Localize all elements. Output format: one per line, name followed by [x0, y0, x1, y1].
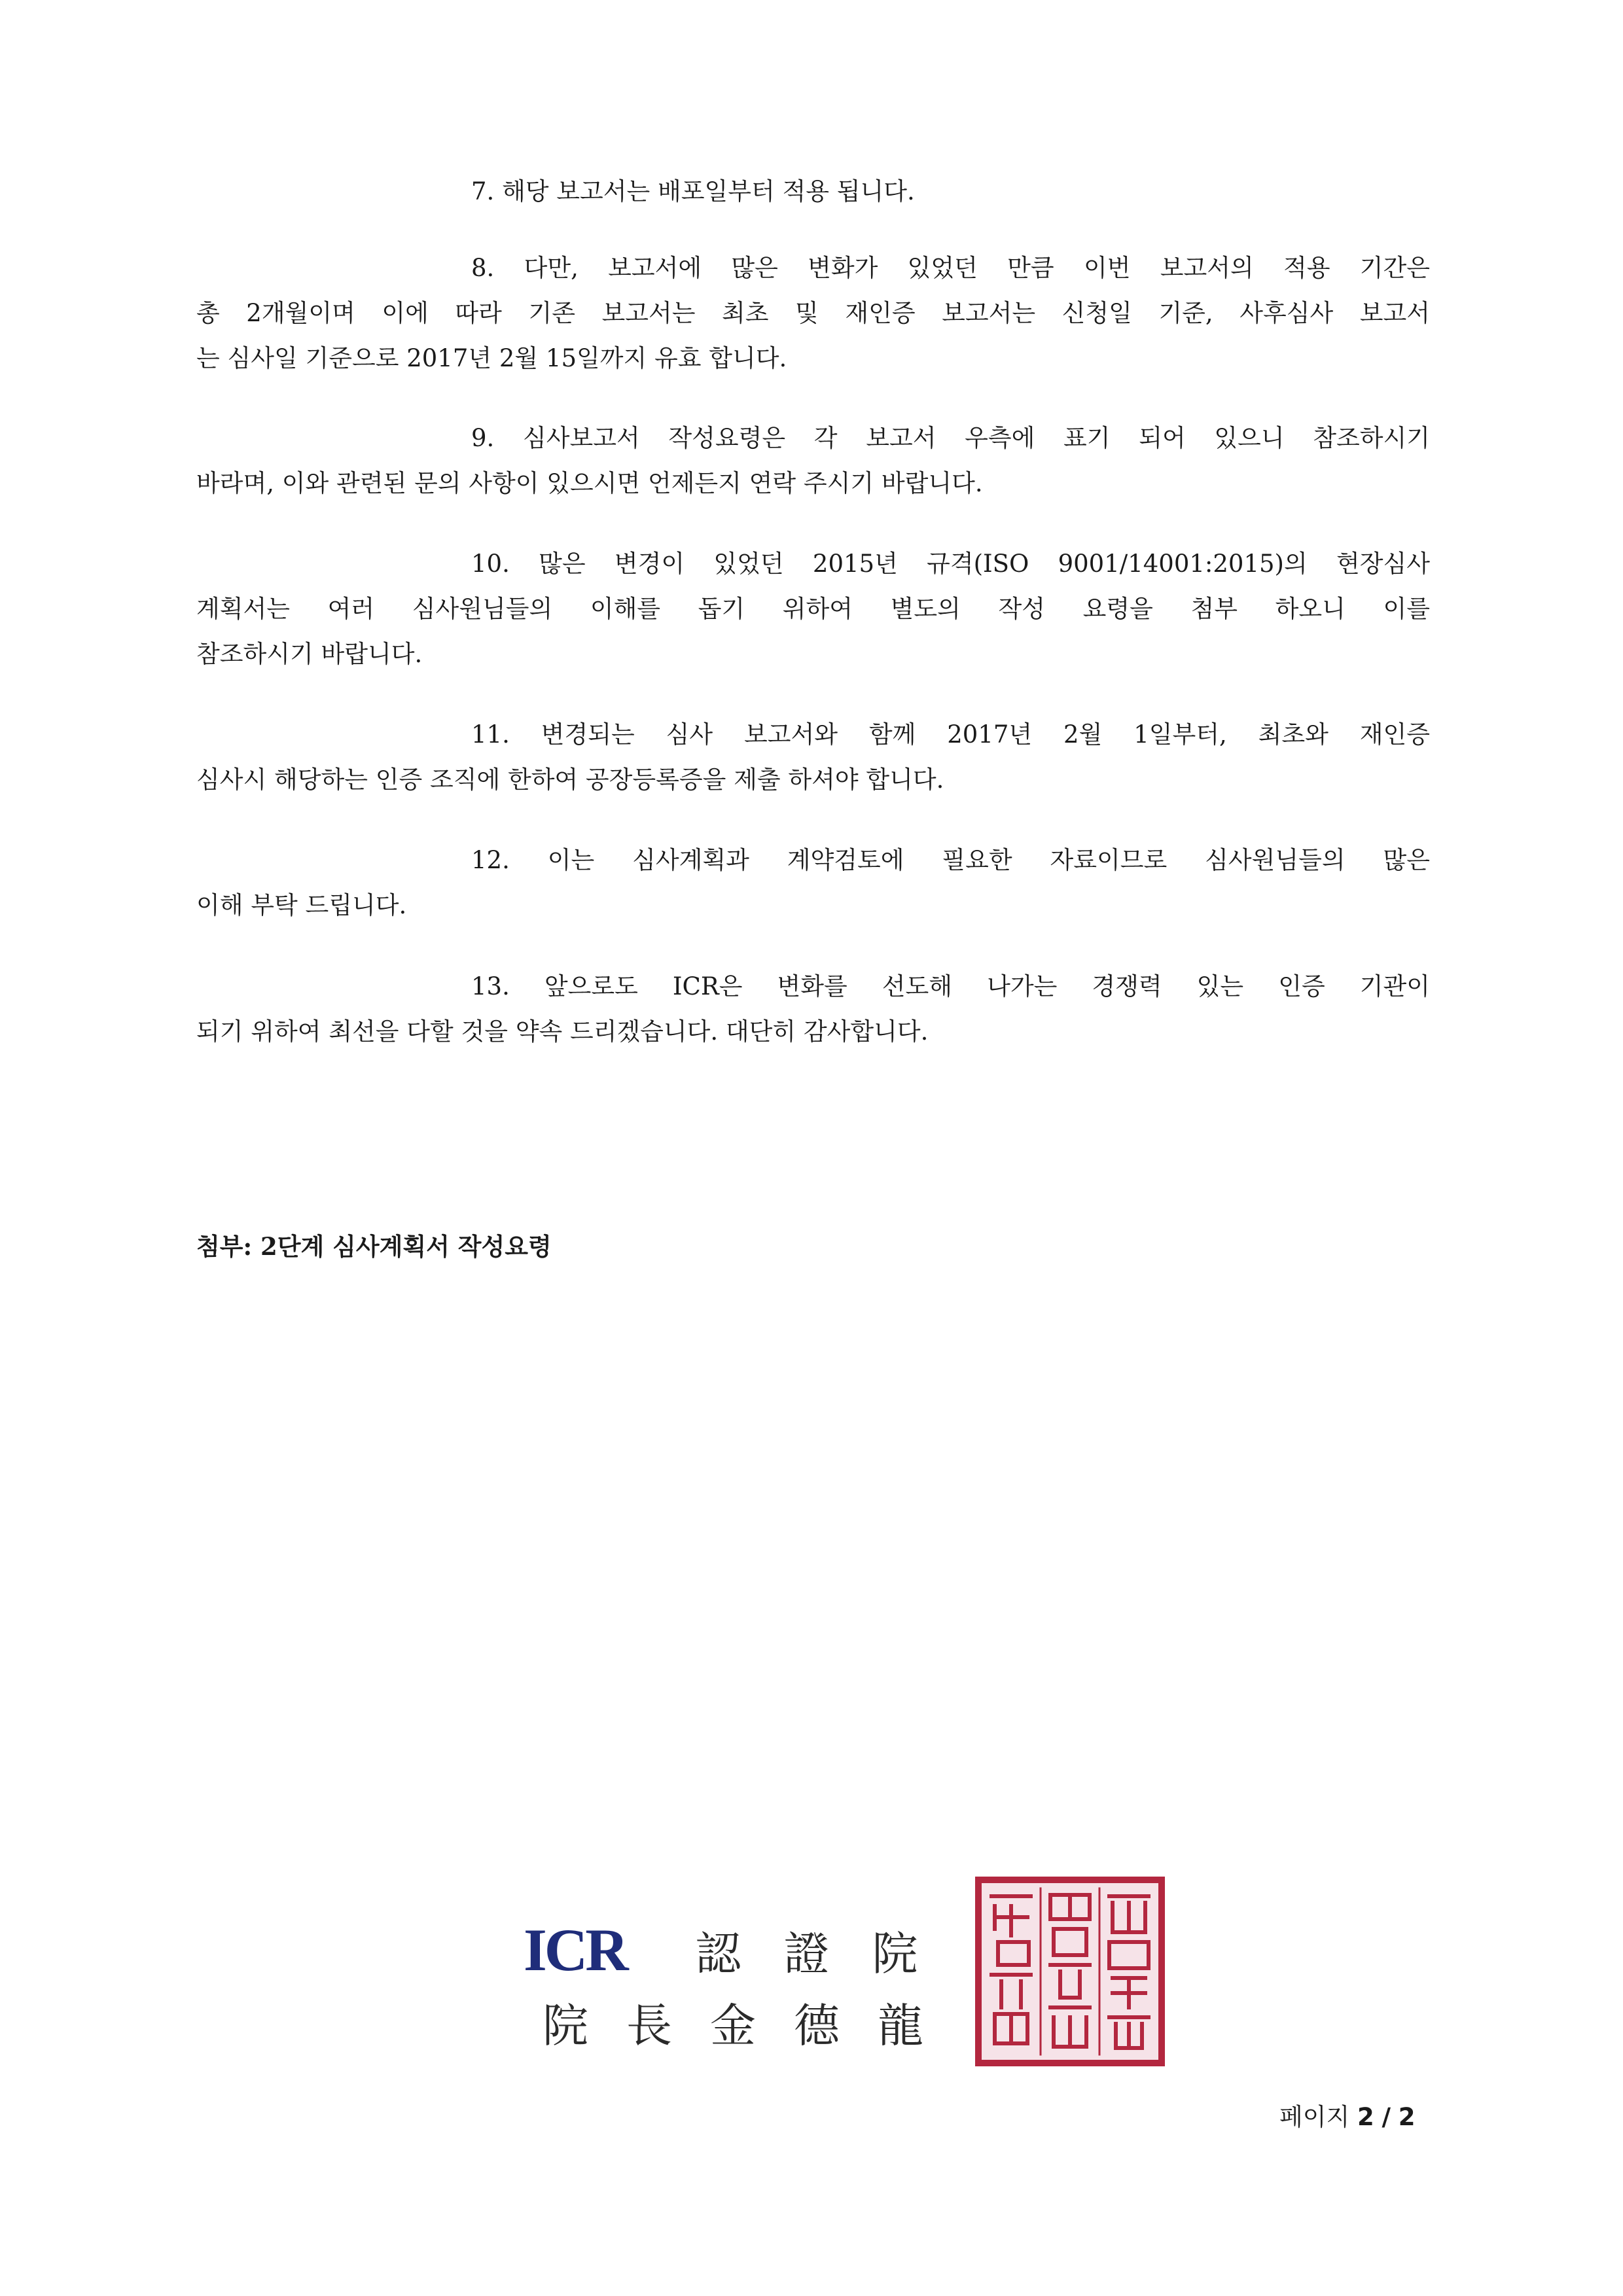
paragraph-line: 13. 앞으로도 ICR은 변화를 선도해 나가는 경쟁력 있는 인증 기관이: [471, 972, 1430, 1000]
page-number: [1279, 2097, 1416, 2132]
page-separator: /: [1382, 2103, 1391, 2131]
paragraph-13: [196, 964, 1430, 1054]
title-char: 龍: [878, 1998, 923, 2053]
title-char: 長: [626, 1998, 672, 2053]
paragraph-line: 는 심사일 기준으로 2017년 2월 15일까지 유효 합니다.: [196, 344, 787, 372]
paragraph-line: 되기 위하여 최선을 다할 것을 약속 드리겠습니다. 대단히 감사합니다.: [196, 1017, 929, 1046]
paragraph-line: 심사시 해당하는 인증 조직에 한하여 공장등록증을 제출 하셔야 합니다.: [196, 766, 944, 794]
paragraph-8: [196, 245, 1430, 381]
paragraph-line: 참조하시기 바랍니다.: [196, 640, 423, 668]
title-char: 院: [543, 1998, 588, 2053]
paragraph-line: 9. 심사보고서 작성요령은 각 보고서 우측에 표기 되어 있으니 참조하시기: [471, 424, 1430, 452]
icr-logo: ICR: [524, 1916, 626, 1983]
paragraph-line: 7. 해당 보고서는 배포일부터 적용 됩니다.: [471, 177, 915, 205]
signature-title-row: [524, 1986, 942, 2058]
signature-org-row: [524, 1914, 942, 1986]
paragraph-line: 11. 변경되는 심사 보고서와 함께 2017년 2월 1일부터, 최초와 재인증: [471, 720, 1430, 749]
attachment-note: 첨부: 2단계 심사계획서 작성요령: [196, 1232, 552, 1261]
page-label: 페이지: [1279, 2103, 1350, 2131]
paragraph-12: [196, 838, 1430, 928]
seal-pattern-icon: [982, 1883, 1158, 2060]
page-current: 2: [1357, 2103, 1374, 2131]
official-seal-stamp: [975, 1877, 1165, 2066]
paragraph-line: 8. 다만, 보고서에 많은 변화가 있었던 만큼 이번 보고서의 적용 기간은: [471, 254, 1430, 282]
signature-block: [524, 1914, 942, 2058]
title-char: 德: [794, 1998, 840, 2053]
paragraph-line: 바라며, 이와 관련된 문의 사항이 있으시면 언제든지 연락 주시기 바랍니다.: [196, 469, 983, 497]
page-total: 2: [1398, 2103, 1416, 2131]
org-char: 院: [872, 1926, 918, 1981]
paragraph-10: [196, 541, 1430, 677]
paragraph-line: 계획서는 여러 심사원님들의 이해를 돕기 위하여 별도의 작성 요령을 첨부 하오니 이를: [196, 595, 1430, 623]
paragraph-9: [196, 415, 1430, 506]
paragraph-line: 이해 부탁 드립니다.: [196, 891, 407, 919]
org-char: 認: [695, 1926, 741, 1981]
title-char: 金: [710, 1998, 756, 2053]
paragraph-line: 총 2개월이며 이에 따라 기존 보고서는 최초 및 재인증 보고서는 신청일 기준, 사후심사 보고서: [196, 299, 1430, 327]
org-char: 證: [783, 1926, 830, 1981]
paragraph-7: [196, 169, 1430, 214]
paragraph-line: 10. 많은 변경이 있었던 2015년 규격(ISO 9001/14001:2015)의 현장심사: [471, 550, 1430, 578]
paragraph-11: [196, 712, 1430, 802]
paragraph-line: 12. 이는 심사계획과 계약검토에 필요한 자료이므로 심사원님들의 많은: [471, 846, 1430, 874]
